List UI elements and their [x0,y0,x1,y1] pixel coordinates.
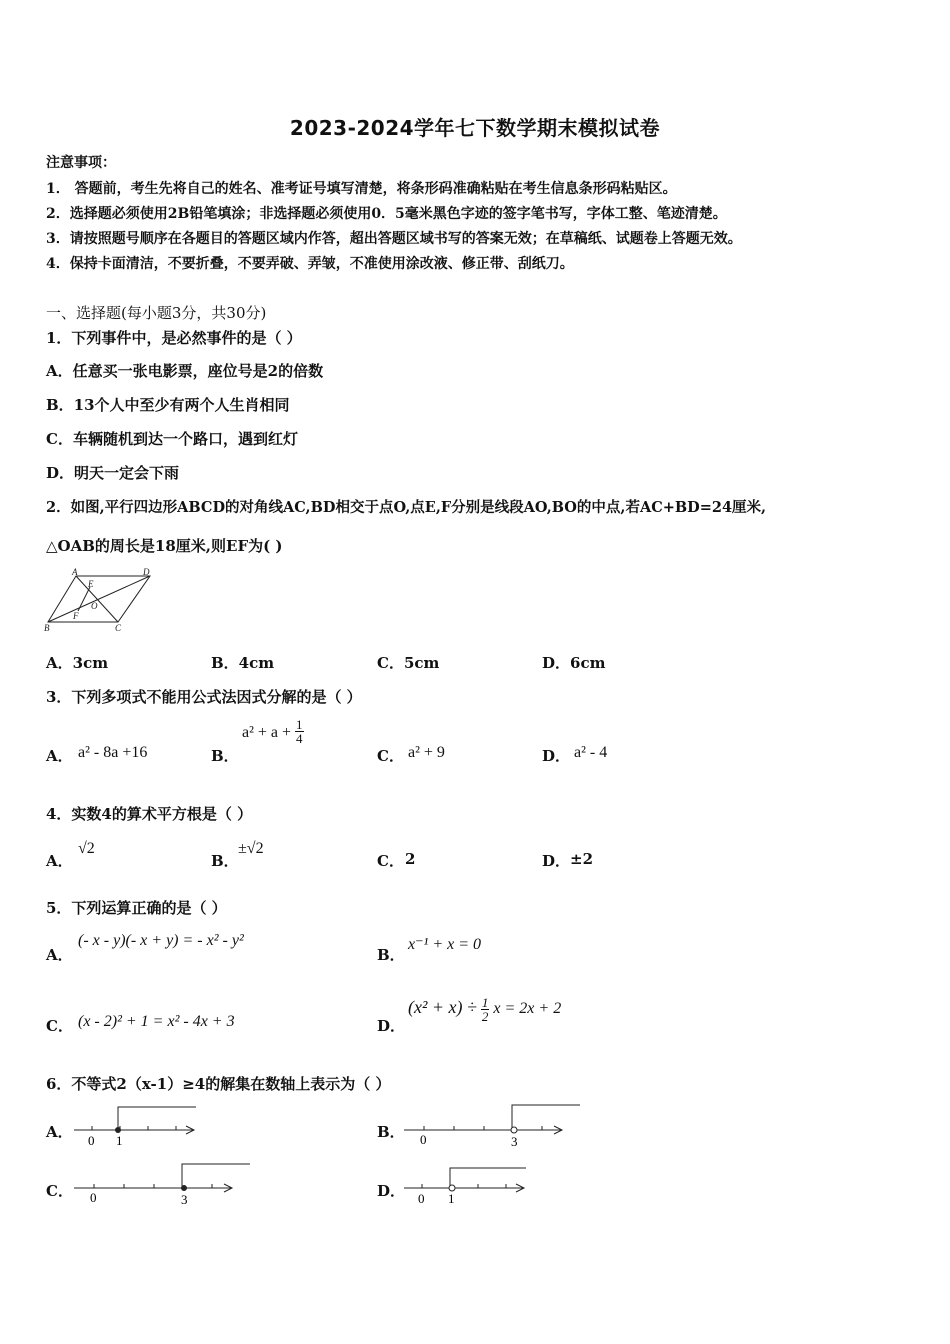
q5-label-b: B． [377,946,405,964]
section-heading: 一、选择题(每小题3分，共30分) [46,304,267,322]
label-d: D [143,568,150,577]
notice-item: 3．请按照题号顺序在各题目的答题区域内作答，超出答题区域书写的答案无效；在草稿纸、试题卷上答题无效。 [46,231,742,247]
solution-ray [450,1168,526,1188]
q4-expr-b: ±√2 [238,840,264,857]
q1-option-c: C．车辆随机到达一个路口，遇到红灯 [46,430,298,448]
diagonal-ac [76,576,118,622]
q4-expr-a: √2 [78,840,95,857]
q2-option-c: C．5cm [377,654,440,672]
label-e: E [88,579,94,589]
q4-expr-d: ±2 [570,850,594,868]
q6-label-a: A． [46,1123,73,1141]
tick-label-zero: 0 [90,1190,97,1205]
solution-ray [118,1107,196,1130]
q2-option-a: A．3cm [46,654,109,672]
q3-label-c: C． [377,747,404,765]
question-2-stem: 2．如图,平行四边形ABCD的对角线AC,BD相交于点O,点E,F分别是线段AO,BO的中点,若AC+BD=24厘米, [46,499,767,516]
q6-label-c: C． [46,1182,73,1200]
question-4-stem: 4．实数4的算术平方根是（ ） [46,805,253,823]
q1-option-d: D．明天一定会下雨 [46,464,180,482]
q5-expr-d [408,996,561,1023]
q5-expr-b: x⁻¹ + x = 0 [408,936,482,953]
q3-label-b: B． [211,747,239,765]
tick-label-zero: 0 [88,1133,95,1148]
q3-expr-c: a² + 9 [408,744,445,761]
q2-option-d: D．6cm [542,654,606,672]
parallelogram-figure [42,568,154,634]
label-a: A [72,568,78,577]
label-b: B [44,623,50,633]
notice-item: 1． 答题前，考生先将自己的姓名、准考证号填写清楚，将条形码准确粘贴在考生信息条形码粘贴区。 [46,181,677,197]
number-line-c [70,1160,254,1208]
hollow-point [511,1127,517,1133]
solid-point [181,1185,187,1191]
q6-label-d: D． [377,1182,406,1200]
q1-option-a: A．任意买一张电影票，座位号是2的倍数 [46,362,324,380]
question-2-stem-line2: △OAB的周长是18厘米,则EF为( ) [46,537,283,555]
question-5-stem: 5．下列运算正确的是（ ） [46,899,227,917]
q3-expr-a: a² - 8a +16 [78,744,148,761]
segment-ef [78,587,90,611]
fraction-denominator: 2 [481,1009,489,1024]
q5-expr-c: (x - 2)² + 1 = x² - 4x + 3 [78,1013,235,1030]
q5-label-d: D． [377,1017,406,1035]
q3-expr-b-main: a² + a + [242,724,292,742]
tick-label-mark: 3 [511,1134,518,1148]
q3-expr-b [242,717,304,746]
solution-ray [512,1105,580,1130]
q5-expr-a: (- x - y)(- x + y) = - x² - y² [78,932,244,949]
q3-label-a: A． [46,747,73,765]
number-line-b [400,1102,584,1148]
q4-label-d: D． [542,852,571,870]
q5-expr-d-right: x = 2x + 2 [493,1000,562,1018]
label-o: O [91,601,98,611]
q4-expr-c: 2 [405,850,416,868]
notice-heading: 注意事项： [46,155,116,171]
q1-option-b: B．13个人中至少有两个人生肖相同 [46,396,290,414]
solution-ray [182,1164,250,1188]
tick-label-zero: 0 [420,1132,427,1147]
question-1-stem: 1．下列事件中，是必然事件的是（ ） [46,329,302,347]
q3-label-d: D． [542,747,571,765]
tick-label-mark: 1 [448,1191,455,1206]
q5-label-c: C． [46,1017,73,1035]
notice-item: 2．选择题必须使用2B铅笔填涂；非选择题必须使用0．5毫米黑色字迹的签字笔书写，字体工整、笔迹清楚。 [46,206,727,222]
tick-label-mark: 3 [181,1192,188,1207]
number-line-d [400,1160,540,1206]
label-c: C [115,623,122,633]
q5-expr-d-left: (x² + x) ÷ [408,997,477,1018]
tick-label-mark: 1 [116,1133,123,1148]
page-title: 2023-2024学年七下数学期末模拟试卷 [289,116,661,140]
notice-item: 4．保持卡面清洁，不要折叠，不要弄破、弄皱，不准使用涂改液、修正带、刮纸刀。 [46,256,574,272]
diagonal-bd [48,576,150,622]
label-f: F [73,611,79,621]
question-3-stem: 3．下列多项式不能用公式法因式分解的是（ ） [46,688,362,706]
q5-fraction [481,996,490,1023]
q6-label-b: B． [377,1123,405,1141]
number-line-a [70,1102,210,1148]
q4-label-a: A． [46,852,73,870]
fraction-numerator: 1 [481,995,489,1010]
q5-label-a: A． [46,946,73,964]
tick-label-zero: 0 [418,1191,425,1206]
q4-label-b: B． [211,852,239,870]
fraction-numerator: 1 [296,717,303,732]
q3-fraction [295,718,304,745]
question-6-stem: 6．不等式2（x-1）≥4的解集在数轴上表示为（ ） [46,1075,391,1093]
q2-option-b: B．4cm [211,654,275,672]
q4-label-c: C． [377,852,404,870]
q3-expr-d: a² - 4 [574,744,608,761]
fraction-denominator: 4 [296,731,303,746]
